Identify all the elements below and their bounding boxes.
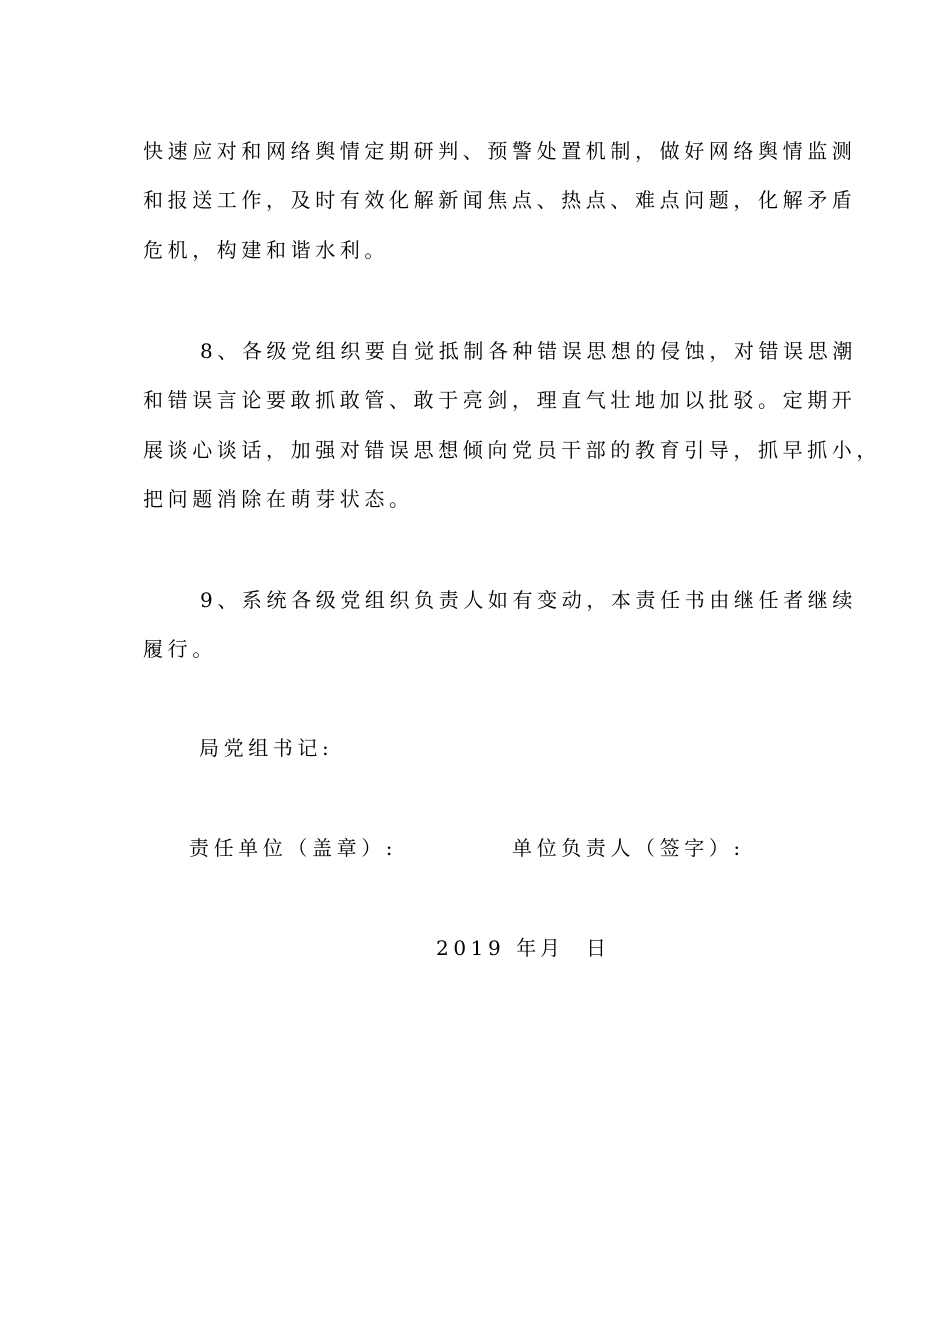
unit-leader-signature-label: 单位负责人（签字）:: [512, 836, 745, 860]
paragraph-8-line-3: 展谈心谈话，加强对错误思想倾向党员干部的教育引导，抓早抓小，: [143, 438, 881, 462]
date-day: 日: [586, 936, 611, 960]
paragraph-9-line-1: 9、系统各级党组织负责人如有变动，本责任书由继任者继续: [200, 588, 857, 612]
paragraph-8-line-1: 8、各级党组织要自觉抵制各种错误思想的侵蚀，对错误思潮: [200, 339, 857, 363]
unit-seal-label: 责任单位（盖章）:: [189, 836, 398, 860]
party-secretary-label: 局党组书记:: [199, 736, 334, 760]
paragraph-9-line-2: 履行。: [143, 637, 217, 661]
date-month: 月: [540, 936, 565, 960]
paragraph-8-line-4: 把问题消除在萌芽状态。: [143, 487, 414, 511]
date-year: 2019 年: [436, 936, 541, 960]
paragraph-7-line-1: 快速应对和网络舆情定期研判、预警处置机制，做好网络舆情监测: [143, 139, 857, 163]
paragraph-8-line-2: 和错误言论要敢抓敢管、敢于亮剑，理直气壮地加以批驳。定期开: [143, 388, 857, 412]
paragraph-7-line-2: 和报送工作，及时有效化解新闻焦点、热点、难点问题，化解矛盾: [143, 188, 857, 212]
paragraph-7-line-3: 危机，构建和谐水利。: [143, 238, 389, 262]
